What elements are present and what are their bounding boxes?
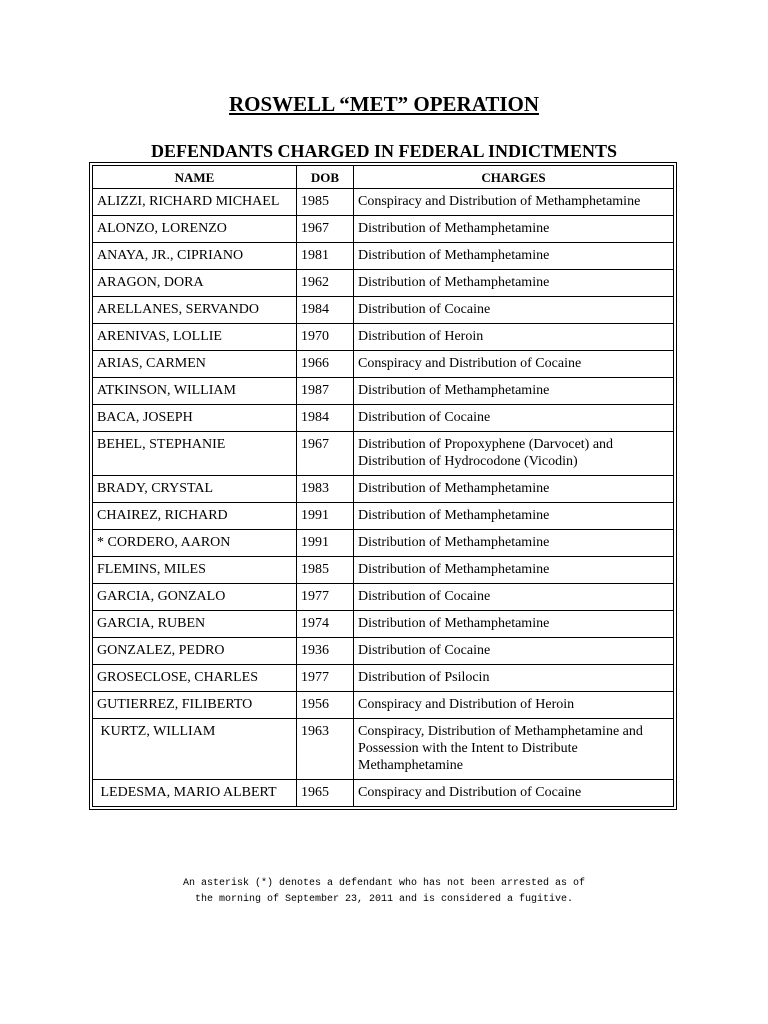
cell-name: LEDESMA, MARIO ALBERT bbox=[93, 780, 297, 807]
header-name: NAME bbox=[93, 166, 297, 189]
table-row bbox=[93, 503, 674, 530]
cell-charges: Distribution of Methamphetamine bbox=[354, 503, 674, 530]
table-row bbox=[93, 584, 674, 611]
cell-dob: 1985 bbox=[297, 189, 354, 216]
cell-name: BRADY, CRYSTAL bbox=[93, 476, 297, 503]
cell-name: ARIAS, CARMEN bbox=[93, 351, 297, 378]
defendants-table bbox=[92, 165, 674, 807]
cell-name: ARENIVAS, LOLLIE bbox=[93, 324, 297, 351]
cell-dob: 1967 bbox=[297, 216, 354, 243]
table-row bbox=[93, 611, 674, 638]
cell-dob: 1984 bbox=[297, 405, 354, 432]
page-subtitle: DEFENDANTS CHARGED IN FEDERAL INDICTMENTS bbox=[150, 141, 618, 161]
header-charges: CHARGES bbox=[354, 166, 674, 189]
cell-name: GUTIERREZ, FILIBERTO bbox=[93, 692, 297, 719]
table-row bbox=[93, 216, 674, 243]
cell-name: ARAGON, DORA bbox=[93, 270, 297, 297]
cell-charges: Distribution of Methamphetamine bbox=[354, 530, 674, 557]
cell-dob: 1985 bbox=[297, 557, 354, 584]
header-dob: DOB bbox=[297, 166, 354, 189]
table-body bbox=[93, 189, 674, 807]
table-row bbox=[93, 324, 674, 351]
table-row bbox=[93, 530, 674, 557]
table-header-row bbox=[93, 166, 674, 189]
cell-dob: 1936 bbox=[297, 638, 354, 665]
cell-charges: Distribution of Cocaine bbox=[354, 405, 674, 432]
cell-dob: 1956 bbox=[297, 692, 354, 719]
cell-charges: Distribution of Cocaine bbox=[354, 638, 674, 665]
cell-dob: 1984 bbox=[297, 297, 354, 324]
table-row bbox=[93, 780, 674, 807]
cell-dob: 1991 bbox=[297, 530, 354, 557]
table-row bbox=[93, 243, 674, 270]
cell-name: BACA, JOSEPH bbox=[93, 405, 297, 432]
table-row bbox=[93, 665, 674, 692]
cell-charges: Distribution of Methamphetamine bbox=[354, 270, 674, 297]
cell-name: ATKINSON, WILLIAM bbox=[93, 378, 297, 405]
cell-charges: Distribution of Methamphetamine bbox=[354, 216, 674, 243]
cell-dob: 1967 bbox=[297, 432, 354, 476]
table-row bbox=[93, 405, 674, 432]
table-row bbox=[93, 692, 674, 719]
cell-name: ARELLANES, SERVANDO bbox=[93, 297, 297, 324]
footnote-line-2: the morning of September 23, 2011 and is considered a fugitive. bbox=[194, 894, 574, 905]
cell-dob: 1962 bbox=[297, 270, 354, 297]
cell-charges: Distribution of Propoxyphene (Darvocet) and Distribution of Hydrocodone (Vicodin) bbox=[354, 432, 674, 476]
cell-charges: Distribution of Heroin bbox=[354, 324, 674, 351]
cell-name: ANAYA, JR., CIPRIANO bbox=[93, 243, 297, 270]
table-row bbox=[93, 719, 674, 780]
defendants-table-frame bbox=[89, 162, 677, 810]
cell-name: GARCIA, GONZALO bbox=[93, 584, 297, 611]
cell-dob: 1987 bbox=[297, 378, 354, 405]
cell-dob: 1977 bbox=[297, 665, 354, 692]
cell-charges: Distribution of Methamphetamine bbox=[354, 243, 674, 270]
cell-charges: Distribution of Cocaine bbox=[354, 297, 674, 324]
cell-charges: Distribution of Psilocin bbox=[354, 665, 674, 692]
cell-charges: Conspiracy and Distribution of Heroin bbox=[354, 692, 674, 719]
table-row bbox=[93, 557, 674, 584]
cell-name: CHAIREZ, RICHARD bbox=[93, 503, 297, 530]
cell-dob: 1983 bbox=[297, 476, 354, 503]
cell-dob: 1965 bbox=[297, 780, 354, 807]
cell-dob: 1981 bbox=[297, 243, 354, 270]
cell-charges: Conspiracy and Distribution of Cocaine bbox=[354, 780, 674, 807]
cell-name: BEHEL, STEPHANIE bbox=[93, 432, 297, 476]
table-row bbox=[93, 351, 674, 378]
table-row bbox=[93, 476, 674, 503]
table-row bbox=[93, 432, 674, 476]
cell-name: FLEMINS, MILES bbox=[93, 557, 297, 584]
table-row bbox=[93, 189, 674, 216]
cell-charges: Conspiracy, Distribution of Methamphetamine and Possession with the Intent to Distribute Methamphetamine bbox=[354, 719, 674, 780]
cell-name: * CORDERO, AARON bbox=[93, 530, 297, 557]
cell-dob: 1970 bbox=[297, 324, 354, 351]
table-row bbox=[93, 638, 674, 665]
table-row bbox=[93, 378, 674, 405]
cell-name: GARCIA, RUBEN bbox=[93, 611, 297, 638]
cell-dob: 1977 bbox=[297, 584, 354, 611]
cell-charges: Conspiracy and Distribution of Cocaine bbox=[354, 351, 674, 378]
cell-charges: Distribution of Methamphetamine bbox=[354, 378, 674, 405]
cell-dob: 1974 bbox=[297, 611, 354, 638]
cell-charges: Distribution of Methamphetamine bbox=[354, 476, 674, 503]
cell-name: GONZALEZ, PEDRO bbox=[93, 638, 297, 665]
cell-name: KURTZ, WILLIAM bbox=[93, 719, 297, 780]
cell-name: ALIZZI, RICHARD MICHAEL bbox=[93, 189, 297, 216]
footnote bbox=[0, 876, 768, 908]
table-row bbox=[93, 270, 674, 297]
footnote-line-1: An asterisk (*) denotes a defendant who has not been arrested as of bbox=[182, 878, 586, 889]
cell-name: GROSECLOSE, CHARLES bbox=[93, 665, 297, 692]
cell-name: ALONZO, LORENZO bbox=[93, 216, 297, 243]
cell-charges: Distribution of Methamphetamine bbox=[354, 611, 674, 638]
cell-dob: 1963 bbox=[297, 719, 354, 780]
cell-dob: 1991 bbox=[297, 503, 354, 530]
cell-dob: 1966 bbox=[297, 351, 354, 378]
table-row bbox=[93, 297, 674, 324]
cell-charges: Distribution of Cocaine bbox=[354, 584, 674, 611]
page-title: ROSWELL “MET” OPERATION bbox=[229, 92, 539, 116]
cell-charges: Conspiracy and Distribution of Methamphetamine bbox=[354, 189, 674, 216]
cell-charges: Distribution of Methamphetamine bbox=[354, 557, 674, 584]
